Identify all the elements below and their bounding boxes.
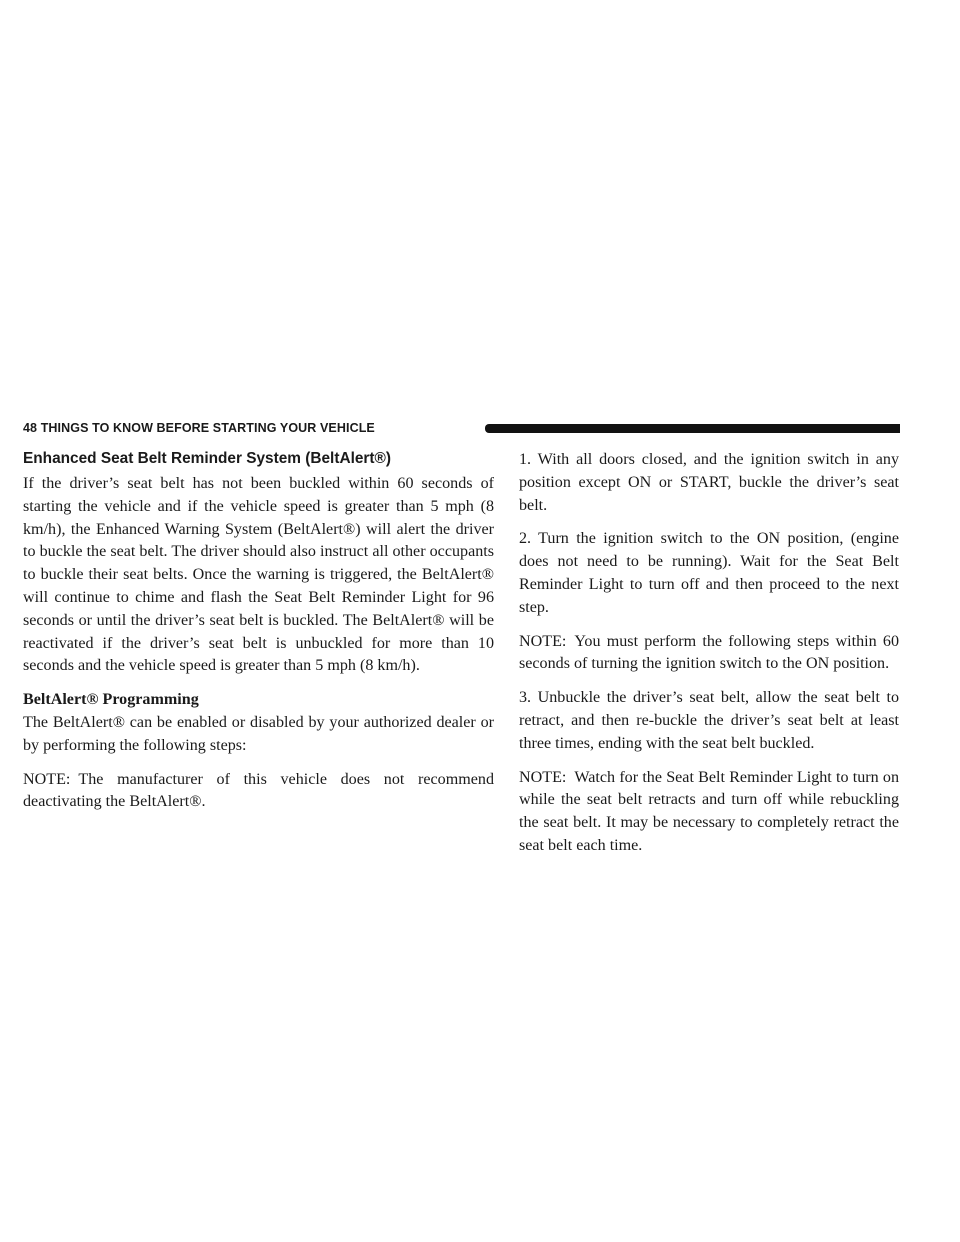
left-column [23,449,494,814]
page-header [23,420,900,438]
intro-paragraph: If the driver’s seat belt has not been buckled within 60 seconds of starting the vehicle and if the vehicle speed is greater than 5 mph (8 km/h), the Enhanced Warning System (BeltAlert®) will alert the driver to buckle the seat belt. The driver should also instruct all other occupants to buckle their seat belts. Once the warning is triggered, the BeltAlert® will continue to chime and flash the Seat Belt Reminder Light for 96 seconds or until the driver’s seat belt is buckled. The BeltAlert® will be reactivated if the driver’s seat belt is unbuckled for more than 10 seconds and the vehicle speed is greater than 5 mph (8 km/h). [23,475,494,675]
note-label: NOTE: [519,768,567,786]
note-label: NOTE: [519,632,567,650]
page-number: 48 [23,421,38,435]
note-text: The manufacturer of this vehicle does not recommend deactivating the BeltAlert®. [23,770,494,811]
step-1: 1. With all doors closed, and the ignition switch in any position except ON or START, buckle the driver’s seat belt. [519,451,899,514]
header-rule-bar [485,424,900,433]
running-title: THINGS TO KNOW BEFORE STARTING YOUR VEHICLE [40,421,375,435]
note-deactivation [23,769,494,815]
running-header [23,421,375,435]
note-label: NOTE: [23,770,71,788]
right-column [519,449,899,858]
programming-subheading: BeltAlert® Programming [23,691,199,709]
step-2: 2. Turn the ignition switch to the ON position, (engine does not need to be running). Wait for the Seat Belt Reminder Light to turn off and then proceed to the next step. [519,530,899,616]
step-3: 3. Unbuckle the driver’s seat belt, allow the seat belt to retract, and then re-buckle the driver’s seat belt at least three times, ending with the seat belt buckled. [519,689,899,752]
section-title: Enhanced Seat Belt Reminder System (BeltAlert®) [23,450,391,467]
note-reminder-light [519,767,899,858]
note-text: Watch for the Seat Belt Reminder Light to turn on while the seat belt retracts and turn off while rebuckling the seat belt. It may be necessary to completely retract the seat belt each time. [519,768,899,854]
programming-paragraph: The BeltAlert® can be enabled or disabled by your authorized dealer or by performing the following steps: [23,713,494,754]
note-text: You must perform the following steps within 60 seconds of turning the ignition switch to the ON position. [519,632,899,673]
note-timing [519,631,899,677]
